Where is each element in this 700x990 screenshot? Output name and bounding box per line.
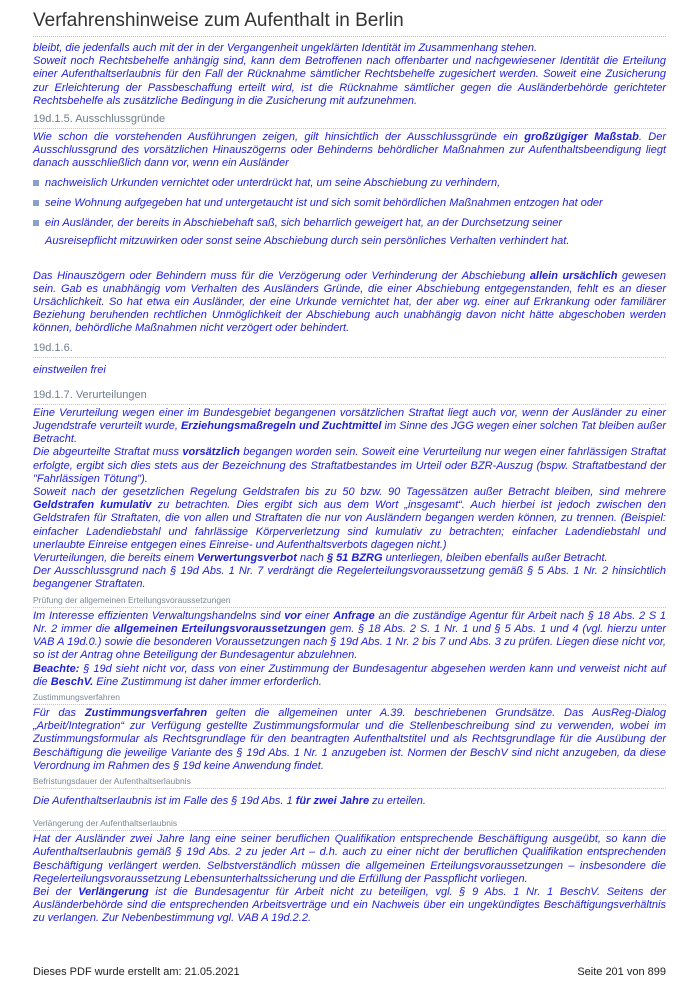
document-body	[33, 42, 666, 926]
footer-page-number: Seite 201 von 899	[577, 966, 666, 978]
list-item: ein Ausländer, der bereits in Abschiebehaft saß, sich beharrlich geweigert hat, an der Durchsetzung seiner	[45, 217, 666, 230]
paragraph: Das Hinauszögern oder Behindern muss für die Verzögerung oder Verhinderung der Abschiebung allein ursächlich gewesen sein. Gab es unabhängig vom Verhalten des Ausländers Gründe, die einer Abschiebung entgegenstanden, fehlt es an dieser Ursächlichkeit. So hat etwa ein Ausländer, der eine Urkunde vernichtet hat, der aber wg. einer auf Erkrankung oder familiärer Beziehung beruhenden rechtlichen Unmöglichkeit der Abschiebung auch unabhängig davon nicht hätte abgeschoben werden können, behördliche Maßnahmen nicht verzögert oder behindert.	[33, 269, 667, 335]
list-item-continuation: Ausreisepflicht mitzuwirken oder sonst seine Abschiebung durch sein persönliches Verhalten verhindert hat.	[45, 234, 570, 247]
list-item: nachweislich Urkunden vernichtet oder unterdrückt hat, um seine Abschiebung zu verhindern,	[45, 177, 666, 190]
bullet-icon	[33, 180, 39, 186]
paragraph: Im Interesse effizienten Verwaltungshandelns sind vor einer Anfrage an die zuständige Agentur für Arbeit nach § 18 Abs. 2 S 1 Nr. 2 immer die allgemeinen Erteilungsvoraussetzungen gem. § 18 Abs. 2 S. 1 Nr. 1 und § 5 Abs. 1 und 4 (vgl. hierzu unter VAB A 19d.0.) sowie die besonderen Voraussetzungen nach § 19d Abs. 1 Nr. 2 bis 7 und Abs. 3 zu prüfen. Liegen diese nicht vor, so ist der Antrag ohne Beteiligung der Bundesagentur abzulehnen.	[33, 609, 667, 662]
paragraph: Die abgeurteilte Straftat muss vorsätzlich begangen worden sein. Soweit eine Verurteilung nur wegen einer fahrlässigen Straftat erfolgte, ergibt sich dies stets aus der Bezeichnung des Straftatbestandes im Urteil oder BZR-Auszug (bspw. Straftatbestand der "Fahrlässigen Tötung").	[33, 446, 666, 485]
subsection-heading: Verlängerung der Aufenthaltserlaubnis	[33, 818, 666, 831]
section-heading: 19d.1.5. Ausschlussgründe	[33, 113, 666, 129]
paragraph: Beachte: § 19d sieht nicht vor, dass von einer Zustimmung der Bundesagentur abgesehen werden kann und verweist nicht auf die BeschV. Eine Zustimmung ist daher immer erforderlich.	[33, 662, 666, 688]
paragraph: Verurteilungen, die bereits einem Verwertungsverbot nach § 51 BZRG unterliegen, bleiben ebenfalls außer Betracht.	[33, 552, 608, 565]
bullet-icon	[33, 200, 39, 206]
paragraph: Wie schon die vorstehenden Ausführungen zeigen, gilt hinsichtlich der Ausschlussgründe ein großzügiger Maßstab. Der Ausschlussgrund des vorsätzlichen Hinauszögerns oder Behinderns behördlicher Maßnahmen zur Aufenthaltsbeendigung liegt danach ausschließlich dann vor, wenn ein Ausländer	[33, 131, 666, 170]
title-divider	[33, 36, 666, 37]
section-heading: 19d.1.6.	[33, 342, 666, 358]
paragraph: bleibt, die jedenfalls auch mit der in der Vergangenheit ungeklärten Identität im Zusammenhang stehen.	[33, 42, 538, 54]
bullet-list	[33, 177, 666, 248]
subsection-heading: Prüfung der allgemeinen Erteilungsvoraussetzungen	[33, 595, 666, 608]
paragraph: einstweilen frei	[33, 363, 106, 376]
paragraph: Die Aufenthaltserlaubnis ist im Falle des § 19d Abs. 1 für zwei Jahre zu erteilen.	[33, 794, 426, 807]
footer-created-date: Dieses PDF wurde erstellt am: 21.05.2021	[33, 966, 240, 978]
paragraph: Soweit nach der gesetzlichen Regelung Geldstrafen bis zu 50 bzw. 90 Tagessätzen außer Betracht bleiben, sind mehrere Geldstrafen kumulativ zu betrachten. Dies ergibt sich aus dem Wort „insgesamt“. Auch hierbei ist jedoch zwischen den Geldstrafen für Straftaten, die von allen und Straftaten die nur von Ausländern begangen werden können, zu trennen. (Beispiel: einfacher Ladendiebstahl und fahrlässige Körperverletzung sind kumulativ zu betrachten; einfacher Ladendiebstahl und unerlaubte Einreise entgegen eines Einreise- und Aufenthaltsverbots dagegen nicht.)	[33, 486, 666, 551]
list-item: seine Wohnung aufgegeben hat und untergetaucht ist und sich somit behördlichen Maßnahmen entzogen hat oder	[45, 197, 666, 210]
document-title: Verfahrenshinweise zum Aufenthalt in Berlin	[33, 10, 404, 31]
subsection-heading: Befristungsdauer der Aufenthaltserlaubnis	[33, 776, 666, 789]
bullet-icon	[33, 220, 39, 226]
paragraph: Bei der Verlängerung ist die Bundesagentur für Arbeit nicht zu beteiligen, vgl. § 9 Abs. 1 Nr. 1 BeschV. Seitens der Ausländerbehörde sind die entsprechenden Arbeitsverträge und ein Nachweis über ein ungekündigtes Beschäftigungsverhältnis zu verlangen. Zur Nebenbestimmung vgl. VAB A 19d.2.2.	[33, 885, 666, 925]
paragraph: Hat der Ausländer zwei Jahre lang eine seiner beruflichen Qualifikation entsprechende Beschäftigung ausgeübt, so kann die Aufenthaltserlaubnis gemäß § 19d Abs. 2 zu jeder Art – d.h. auch zu einer nicht der beruflichen Qualifikation entsprechenden Beschäftigung verlängert werden. Selbstverständlich müssen die allgemeinen Erteilungsvoraussetzungen – insbesondere die Regelerteilungsvoraussetzung Lebensunterhaltssicherung und die Erfüllung der Passpflicht vorliegen.	[33, 833, 666, 885]
section-heading: 19d.1.7. Verurteilungen	[33, 389, 666, 405]
paragraph: Der Ausschlussgrund nach § 19d Abs. 1 Nr. 7 verdrängt die Regelerteilungsvoraussetzung gemäß § 5 Abs. 1 Nr. 2 hinsichtlich begangener Straftaten.	[33, 565, 666, 591]
paragraph: Soweit noch Rechtsbehelfe anhängig sind, kann dem Betroffenen nach offenbarter und nachgewiesener Identität die Erteilung einer Aufenthaltserlaubnis für den Fall der Rücknahme sämtlicher Rechtsbehelfe zugesichert werden. Soweit eine Zusicherung zur Erleichterung der Passbeschaffung erteilt wird, ist die Rücknahme sämtlicher gegen die Ausländerbehörde gerichteter Rechtsbehelfe als zusätzliche Bedingung in die Zusicherung mit aufzunehmen.	[33, 55, 666, 107]
paragraph: Für das Zustimmungsverfahren gelten die allgemeinen unter A.39. beschriebenen Grundsätze. Das AusReg-Dialog „Arbeit/Integration“ zur Verfügung gestellte Zustimmungsformular und die Stellenbeschreibung sind zu verwenden, wobei im Zustimmungsformular als Rechtsgrundlage für den beantragten Aufenthaltstitel und als Rechtsgrundlage für die Ausübung der Beschäftigung die jeweilige Variante des § 19d Abs. 1 Nr. 1 anzugeben ist. Normen der BeschV sind nicht anzugeben, da diese Verordnung im Rahmen des § 19d keine Anwendung findet.	[33, 706, 666, 772]
paragraph: Eine Verurteilung wegen einer im Bundesgebiet begangenen vorsätzlichen Straftat liegt auch vor, wenn der Ausländer zu einer Jugendstrafe verurteilt wurde, Erziehungsmaßregeln und Zuchtmittel im Sinne des JGG wegen einer solchen Tat bleiben außer Betracht.	[33, 406, 666, 446]
subsection-heading: Zustimmungsverfahren	[33, 692, 666, 705]
